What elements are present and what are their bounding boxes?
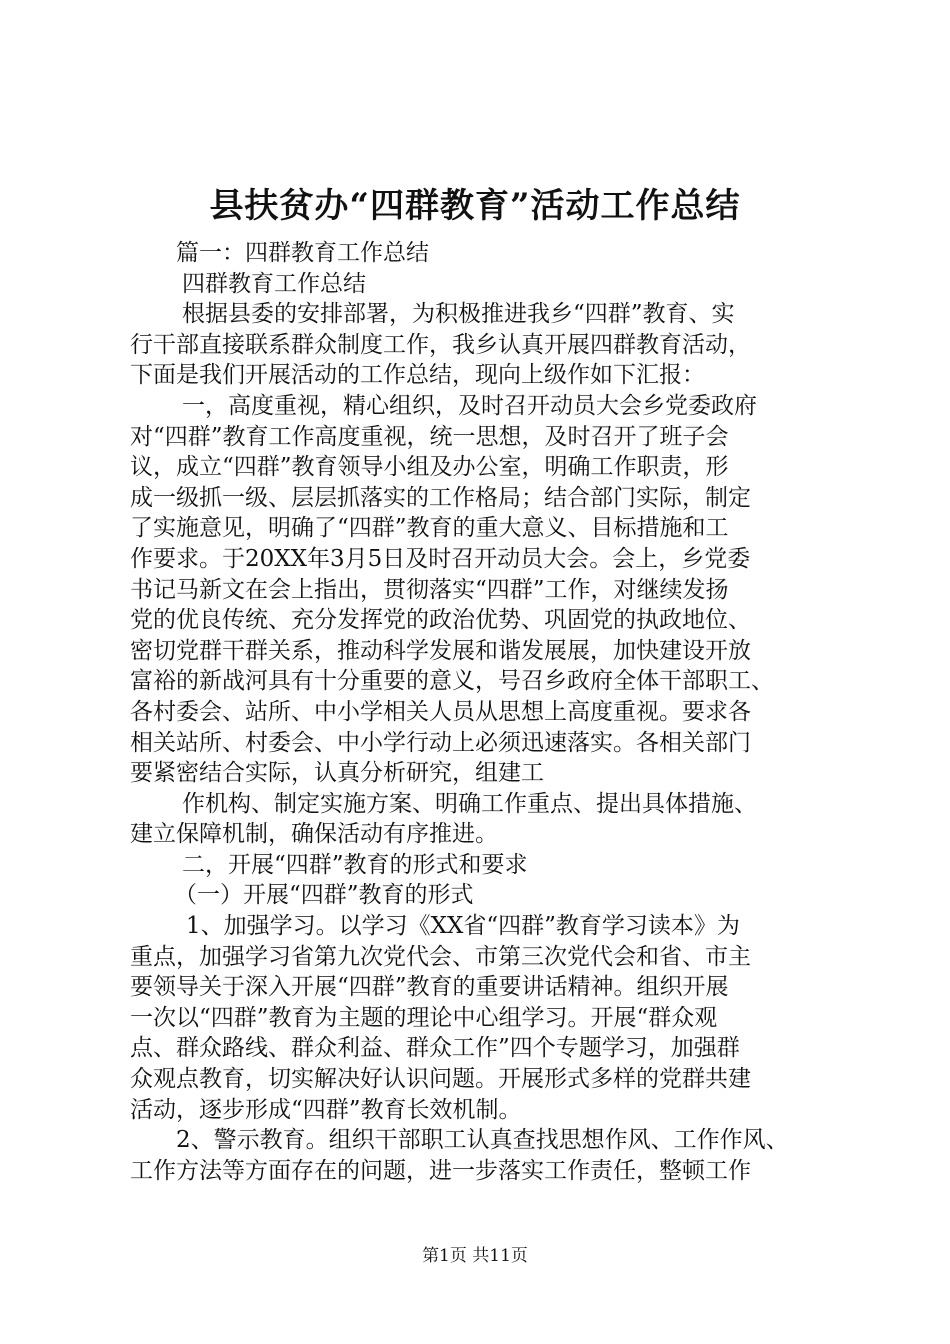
text-line: 1、加强学习。以学习《XX省“四群”教育学习读本》为 bbox=[186, 913, 740, 940]
text-line: 作机构、制定实施方案、明确工作重点、提出具体措施、 bbox=[182, 790, 757, 817]
text-line: 四群教育工作总结 bbox=[182, 270, 366, 297]
text-line: 二，开展“四群”教育的形式和要求 bbox=[182, 851, 528, 878]
text-line: 活动，逐步形成“四群”教育长效机制。 bbox=[130, 1096, 522, 1123]
text-line: 议，成立“四群”教育领导小组及办公室，明确工作职责，形 bbox=[130, 454, 729, 481]
text-line: 相关站所、村委会、中小学行动上必须迅速落实。各相关部门 bbox=[130, 729, 751, 756]
text-line: 重点，加强学习省第九次党代会、市第三次党代会和省、市主 bbox=[130, 943, 751, 970]
page-number-footer: 第1页 共11页 bbox=[422, 1246, 528, 1266]
text-line: 行干部直接联系群众制度工作，我乡认真开展四群教育活动， bbox=[130, 331, 751, 358]
text-line: 工作方法等方面存在的问题，进一步落实工作责任，整顿工作 bbox=[130, 1157, 751, 1184]
text-line: 书记马新文在会上指出，贯彻落实“四群”工作，对继续发扬 bbox=[130, 576, 729, 603]
text-line: 篇一：四群教育工作总结 bbox=[176, 240, 429, 266]
text-line: 富裕的新战河具有十分重要的意义，号召乡政府全体干部职工、 bbox=[130, 668, 774, 695]
text-line: 一，高度重视，精心组织，及时召开动员大会乡党委政府 bbox=[182, 392, 757, 419]
text-line: 一次以“四群”教育为主题的理论中心组学习。开展“群众观 bbox=[130, 1004, 718, 1031]
text-line: 成一级抓一级、层层抓落实的工作格局；结合部门实际，制定 bbox=[130, 484, 751, 511]
text-line: 下面是我们开展活动的工作总结，现向上级作如下汇报： bbox=[130, 362, 705, 389]
text-line: 根据县委的安排部署，为积极推进我乡“四群”教育、实 bbox=[182, 301, 735, 328]
text-line: 众观点教育，切实解决好认识问题。开展形式多样的党群共建 bbox=[130, 1066, 751, 1093]
text-line: 作要求。于20XX年3月5日及时召开动员大会。会上，乡党委 bbox=[130, 545, 751, 572]
text-line: 要紧密结合实际，认真分析研究，组建工 bbox=[130, 760, 544, 787]
text-line: 党的优良传统、充分发挥党的政治优势、巩固党的执政地位、 bbox=[130, 607, 751, 634]
document-title: 县扶贫办“四群教育”活动工作总结 bbox=[209, 186, 741, 226]
text-line: 2、警示教育。组织干部职工认真查找思想作风、工作作风、 bbox=[176, 1127, 789, 1154]
text-line: （一）开展“四群”教育的形式 bbox=[174, 882, 474, 909]
text-line: 密切党群干群关系，推动科学发展和谐发展展，加快建设开放 bbox=[130, 637, 751, 664]
text-line: 建立保障机制，确保活动有序推进。 bbox=[130, 821, 498, 848]
text-line: 各村委会、站所、中小学相关人员从思想上高度重视。要求各 bbox=[130, 698, 751, 725]
text-line: 了实施意见，明确了“四群”教育的重大意义、目标措施和工 bbox=[130, 515, 729, 542]
document-body bbox=[130, 238, 830, 1186]
text-line: 点、群众路线、群众利益、群众工作”四个专题学习，加强群 bbox=[130, 1035, 740, 1062]
text-line: 要领导关于深入开展“四群”教育的重要讲话精神。组织开展 bbox=[130, 974, 729, 1001]
text-line: 对“四群”教育工作高度重视，统一思想，及时召开了班子会 bbox=[130, 423, 729, 450]
